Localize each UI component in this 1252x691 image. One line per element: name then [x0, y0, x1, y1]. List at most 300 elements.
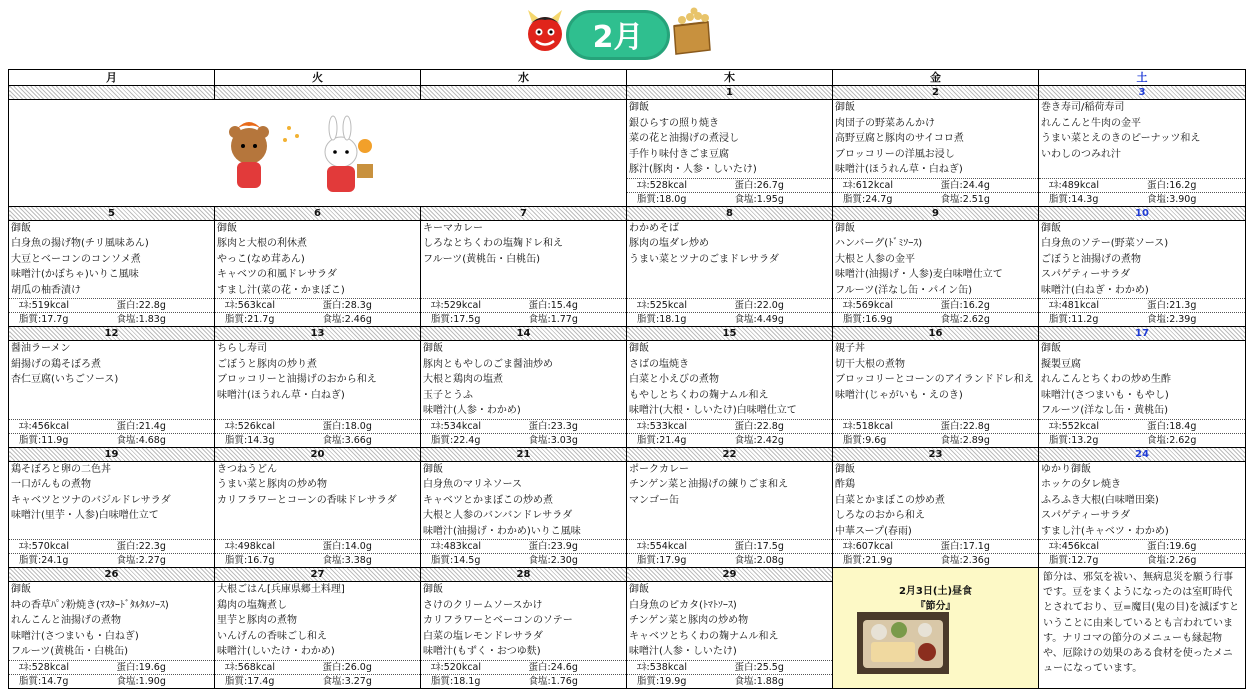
nutrition-info: [627, 298, 832, 326]
salt-value: 食塩:1.77g: [528, 314, 578, 325]
salt-value: 食塩:2.08g: [734, 555, 784, 566]
salt-value: 食塩:2.51g: [940, 193, 990, 205]
menu-item: れんこんとちくわの炒め生酢: [1041, 374, 1171, 385]
salt-value: 食塩:1.95g: [734, 193, 784, 205]
menu-item: 味噌汁(ほうれん草・白ねぎ): [217, 389, 345, 401]
menu-item: れんこんと油揚げの煮物: [11, 615, 121, 626]
menu-item: フルーツ(黄桃缶・白桃缶): [11, 646, 129, 657]
day-number-cell: 20: [215, 447, 421, 461]
day-number-cell: 27: [215, 568, 421, 582]
protein-value: 蛋白:19.6g: [116, 661, 166, 673]
salt-value: 食塩:2.27g: [116, 555, 166, 566]
menu-list: [1039, 341, 1245, 419]
day-number-cell: 22: [627, 447, 833, 461]
setsubun-note-text: 節分は、邪気を祓い、無病息災を願う行事です。豆をまくようになったのは室町時代とされており、豆=魔目(鬼の目)を滅ぼすということに由来しているとも言われています。ナリコマの節分のメニューも縁起物や、厄除けの効果のある食材を使ったメニューになっています。: [1043, 572, 1240, 675]
menu-item: ﾎｷの香草ﾊﾟﾝ粉焼き(ﾏｽﾀｰﾄﾞﾀﾙﾀﾙｿｰｽ): [11, 599, 169, 611]
menu-item: 御飯: [423, 463, 443, 475]
fat-value: 脂質:18.1g: [431, 675, 481, 687]
mascot-illustration: [219, 106, 389, 198]
energy-value: ｴﾈ:612kcal: [843, 179, 894, 191]
menu-item: フルーツ(洋なし缶・黄桃缶): [1041, 405, 1169, 416]
menu-item: 醤油ラーメン: [11, 343, 71, 354]
menu-item: 白身魚のピカタ(ﾄﾏﾄｿｰｽ): [629, 599, 737, 611]
weekday-wed: 水: [421, 70, 627, 86]
menu-item: 胡瓜の柚香漬け: [11, 284, 81, 296]
nutrition-info: [9, 298, 214, 326]
energy-value: ｴﾈ:607kcal: [843, 541, 894, 552]
fat-value: 脂質:14.3g: [225, 434, 275, 446]
menu-item: もやしとちくわの麹ナムル和え: [629, 389, 769, 401]
menu-item: 味噌汁(里芋・人参)白味噌仕立て: [11, 510, 159, 521]
salt-value: 食塩:1.90g: [116, 675, 166, 687]
menu-item: 御飯: [629, 102, 649, 113]
protein-value: 蛋白:22.8g: [940, 420, 990, 432]
nutrition-info: [833, 298, 1038, 326]
menu-item: いわしのつみれ汁: [1041, 148, 1121, 160]
week-daynum-row: [9, 568, 1246, 582]
day-number-cell: 26: [9, 568, 215, 582]
menu-item: 肉団子の野菜あんかけ: [835, 117, 935, 129]
nutrition-info: [421, 419, 626, 447]
menu-item: 味噌汁(白ねぎ・わかめ): [1041, 284, 1149, 296]
menu-list: [421, 221, 626, 299]
menu-item: ポークカレー: [629, 463, 689, 475]
day-menu-cell: [833, 341, 1039, 448]
menu-item: フルーツ(洋なし缶・パイン缶): [835, 284, 973, 296]
protein-value: 蛋白:17.1g: [940, 541, 990, 552]
day-number-cell: 6: [215, 206, 421, 220]
bean-box-icon: [668, 6, 714, 56]
day-menu-cell: [9, 341, 215, 448]
day-number-cell: 28: [421, 568, 627, 582]
day-number-cell: [9, 86, 215, 100]
menu-item: チンゲン菜と豚肉の炒め物: [629, 615, 749, 626]
menu-item: キャベツとかまぼこの炒め煮: [423, 494, 553, 506]
protein-value: 蛋白:17.5g: [734, 541, 784, 552]
day-number-cell: 9: [833, 206, 1039, 220]
menu-item: スパゲティーサラダ: [1041, 510, 1131, 521]
fat-value: 脂質:19.9g: [637, 675, 687, 687]
fat-value: 脂質:17.7g: [19, 314, 69, 325]
nutrition-info: [1039, 298, 1245, 326]
energy-value: ｴﾈ:563kcal: [225, 300, 276, 311]
protein-value: 蛋白:28.3g: [322, 300, 372, 311]
menu-item: 白身魚のソテー(野菜ソース): [1041, 238, 1169, 249]
protein-value: 蛋白:26.7g: [734, 179, 784, 191]
fat-value: 脂質:17.9g: [637, 555, 687, 566]
salt-value: 食塩:2.39g: [1147, 314, 1197, 325]
energy-value: ｴﾈ:526kcal: [225, 420, 276, 432]
salt-value: 食塩:1.83g: [116, 314, 166, 325]
nutrition-info: [627, 419, 832, 447]
salt-value: 食塩:2.46g: [322, 314, 372, 325]
energy-value: ｴﾈ:498kcal: [225, 541, 276, 552]
energy-value: ｴﾈ:519kcal: [19, 300, 70, 311]
weekday-thu: 木: [627, 70, 833, 86]
menu-item: 御飯: [629, 584, 649, 595]
salt-value: 食塩:2.62g: [940, 314, 990, 325]
menu-item: 味噌汁(人参・わかめ): [423, 405, 521, 416]
day-number-cell: 3: [1039, 86, 1246, 100]
day-menu-cell: [1039, 220, 1246, 327]
menu-list: [627, 100, 832, 178]
nutrition-info: [833, 419, 1038, 447]
menu-item: 味噌汁(ほうれん草・白ねぎ): [835, 164, 963, 175]
menu-item: ちらし寿司: [217, 343, 267, 354]
energy-value: ｴﾈ:538kcal: [637, 661, 688, 673]
setsubun-meal-photo: [857, 612, 949, 674]
week-menu-row: [9, 341, 1246, 448]
weekday-mon: 月: [9, 70, 215, 86]
nutrition-info: [215, 298, 420, 326]
protein-value: 蛋白:24.4g: [940, 179, 990, 191]
day-number-cell: 21: [421, 447, 627, 461]
day-menu-cell: [1039, 461, 1246, 568]
fat-value: 脂質:17.4g: [225, 675, 275, 687]
salt-value: 食塩:4.49g: [734, 314, 784, 325]
menu-item: 酢鶏: [835, 479, 855, 490]
menu-item: きつねうどん: [217, 463, 277, 475]
week-menu-row: [9, 100, 1246, 207]
menu-item: 白身魚の揚げ物(チリ風味あん): [11, 238, 149, 249]
day-number-cell: 23: [833, 447, 1039, 461]
day-menu-cell: [215, 220, 421, 327]
fat-value: 脂質:24.7g: [843, 193, 893, 205]
menu-item: キーマカレー: [423, 222, 483, 234]
day-menu-cell: [627, 582, 833, 689]
day-number-cell: 10: [1039, 206, 1246, 220]
nutrition-info: [833, 178, 1038, 206]
nutrition-info: [421, 298, 626, 326]
menu-item: 絹揚げの鶏そぼろ煮: [11, 358, 101, 370]
menu-item: 高野豆腐と豚肉のサイコロ煮: [835, 133, 964, 144]
day-number-cell: 7: [421, 206, 627, 220]
energy-value: ｴﾈ:520kcal: [431, 661, 482, 673]
menu-item: ブロッコリーの洋風お浸し: [835, 148, 955, 160]
nutrition-info: [421, 660, 626, 688]
salt-value: 食塩:3.03g: [528, 434, 578, 446]
energy-value: ｴﾈ:525kcal: [637, 300, 688, 311]
salt-value: 食塩:2.30g: [528, 555, 578, 566]
salt-value: 食塩:1.88g: [734, 675, 784, 687]
energy-value: ｴﾈ:518kcal: [843, 420, 894, 432]
protein-value: 蛋白:16.2g: [940, 300, 990, 311]
menu-item: 大根と人参の金平: [835, 253, 915, 265]
menu-list: [9, 341, 214, 419]
energy-value: ｴﾈ:552kcal: [1049, 420, 1100, 432]
menu-calendar: [8, 69, 1246, 689]
day-menu-cell: [421, 582, 627, 689]
protein-value: 蛋白:18.4g: [1147, 420, 1197, 432]
nutrition-info: [215, 660, 420, 688]
menu-item: 味噌汁(しいたけ・わかめ): [217, 646, 335, 657]
setsubun-note-cell: [1039, 568, 1246, 689]
nutrition-info: [627, 539, 832, 567]
menu-item: すまし汁(キャベツ・わかめ): [1041, 525, 1169, 537]
protein-value: 蛋白:21.4g: [116, 420, 166, 432]
fat-value: 脂質:21.4g: [637, 434, 687, 446]
menu-item: しろなとちくわの塩麹ドレ和え: [423, 238, 563, 249]
salt-value: 食塩:2.26g: [1147, 555, 1197, 566]
menu-item: スパゲティーサラダ: [1041, 269, 1131, 280]
day-menu-cell: [627, 461, 833, 568]
day-number-cell: 16: [833, 327, 1039, 341]
menu-list: [9, 462, 214, 540]
special-date: 2月3日(土)昼食: [898, 586, 973, 597]
menu-item: 御飯: [629, 343, 649, 354]
menu-item: 白菜とかまぼこの炒め煮: [835, 494, 945, 506]
menu-item: 味噌汁(油揚げ・人参)麦白味噌仕立て: [835, 269, 1003, 280]
weekday-tue: 火: [215, 70, 421, 86]
menu-list: [833, 100, 1038, 178]
salt-value: 食塩:3.66g: [322, 434, 372, 446]
menu-list: [215, 582, 420, 660]
fat-value: 脂質:14.5g: [431, 555, 481, 566]
salt-value: 食塩:2.42g: [734, 434, 784, 446]
energy-value: ｴﾈ:554kcal: [637, 541, 688, 552]
day-menu-cell: [215, 341, 421, 448]
menu-item: 御飯: [1041, 343, 1061, 354]
menu-item: 豚肉ともやしのごま醤油炒め: [423, 358, 553, 370]
fat-value: 脂質:14.3g: [1049, 193, 1099, 205]
energy-value: ｴﾈ:534kcal: [431, 420, 482, 432]
menu-item: 大豆とベーコンのコンソメ煮: [11, 253, 141, 265]
energy-value: ｴﾈ:533kcal: [637, 420, 688, 432]
protein-value: 蛋白:22.8g: [734, 420, 784, 432]
menu-item: 豚肉と大根の利休煮: [217, 238, 307, 249]
menu-item: 味噌汁(油揚げ・わかめ)いりこ風味: [423, 525, 581, 537]
menu-item: さばの塩焼き: [629, 358, 689, 370]
day-menu-cell: [421, 220, 627, 327]
menu-item: カリフラワーとベーコンのソテー: [423, 615, 573, 626]
menu-list: [215, 341, 420, 419]
energy-value: ｴﾈ:570kcal: [19, 541, 70, 552]
energy-value: ｴﾈ:481kcal: [1049, 300, 1100, 311]
menu-item: 中華スープ(春雨): [835, 525, 912, 537]
menu-item: 手作り味付きごま豆腐: [629, 148, 729, 160]
day-number-cell: [421, 86, 627, 100]
menu-list: [1039, 100, 1245, 178]
menu-list: [9, 582, 214, 660]
day-menu-cell: [627, 100, 833, 207]
menu-item: いんげんの香味ごし和え: [217, 630, 327, 642]
energy-value: ｴﾈ:483kcal: [431, 541, 482, 552]
day-menu-cell: [9, 582, 215, 689]
menu-item: フルーツ(黄桃缶・白桃缶): [423, 253, 541, 265]
setsubun-lunch-cell: [833, 568, 1039, 689]
menu-item: ホッケの夕レ焼き: [1041, 479, 1121, 490]
menu-list: [215, 221, 420, 299]
salt-value: 食塩:4.68g: [116, 434, 166, 446]
menu-item: しろなのおから和え: [835, 510, 925, 521]
fat-value: 脂質:14.7g: [19, 675, 69, 687]
menu-item: やっこ(なめ茸あん): [217, 253, 305, 265]
fat-value: 脂質:21.9g: [843, 555, 893, 566]
protein-value: 蛋白:19.6g: [1147, 541, 1197, 552]
menu-item: ブロッコリーとコーンのアイランドドレ和え: [835, 374, 1034, 385]
menu-item: 玉子とうふ: [423, 389, 473, 401]
menu-item: 豚汁(豚肉・人参・しいたけ): [629, 164, 757, 175]
protein-value: 蛋白:16.2g: [1147, 179, 1197, 191]
menu-list: [833, 221, 1038, 299]
salt-value: 食塩:2.36g: [940, 555, 990, 566]
menu-item: 白菜の塩レモンドレサラダ: [423, 630, 543, 642]
menu-item: 御飯: [217, 222, 237, 234]
menu-item: 味噌汁(かぼちゃ)いりこ風味: [11, 269, 139, 280]
menu-item: 大根と鶏肉の塩煮: [423, 374, 503, 385]
menu-item: 鶏肉の塩麹煮し: [217, 599, 287, 611]
menu-list: [421, 462, 626, 540]
week-daynum-row: [9, 327, 1246, 341]
menu-item: 御飯: [1041, 222, 1061, 234]
menu-item: 味噌汁(じゃがいも・えのき): [835, 389, 963, 401]
salt-value: 食塩:2.89g: [940, 434, 990, 446]
page-header: [0, 0, 1252, 68]
nutrition-info: [215, 539, 420, 567]
fat-value: 脂質:24.1g: [19, 555, 69, 566]
menu-item: ブロッコリーと油揚げのおから和え: [217, 374, 377, 385]
energy-value: ｴﾈ:528kcal: [637, 179, 688, 191]
menu-item: 切干大根の煮物: [835, 358, 905, 370]
menu-item: ゆかり御飯: [1041, 463, 1091, 475]
salt-value: 食塩:3.27g: [322, 675, 372, 687]
nutrition-info: [833, 539, 1038, 567]
protein-value: 蛋白:23.3g: [528, 420, 578, 432]
menu-item: 杏仁豆腐(いちごソース): [11, 374, 119, 385]
menu-item: わかめそば: [629, 222, 679, 234]
weekday-sat: 土: [1039, 70, 1246, 86]
day-number-cell: 15: [627, 327, 833, 341]
menu-item: うまい菜とツナのごまドレサラダ: [629, 253, 779, 265]
day-number-cell: 17: [1039, 327, 1246, 341]
menu-list: [627, 462, 832, 540]
week-daynum-row: [9, 206, 1246, 220]
day-number-cell: 13: [215, 327, 421, 341]
day-menu-cell: [215, 461, 421, 568]
blank-cell: [9, 100, 627, 207]
energy-value: ｴﾈ:456kcal: [1049, 541, 1100, 552]
menu-item: 御飯: [11, 584, 31, 595]
menu-item: キャベツとツナのバジルドレサラダ: [11, 494, 171, 506]
nutrition-info: [9, 660, 214, 688]
menu-item: 巻き寿司/稲荷寿司: [1041, 102, 1125, 113]
menu-item: マンゴー缶: [629, 494, 679, 506]
menu-item: 味噌汁(大根・しいたけ)白味噌仕立て: [629, 405, 797, 416]
day-number-cell: 1: [627, 86, 833, 100]
menu-item: 里芋と豚肉の煮物: [217, 615, 297, 626]
fat-value: 脂質:22.4g: [431, 434, 481, 446]
nutrition-info: [1039, 539, 1245, 567]
menu-item: 大根ごはん[兵庫県郷土料理]: [217, 584, 345, 595]
menu-item: 御飯: [835, 463, 855, 475]
protein-value: 蛋白:24.6g: [528, 661, 578, 673]
week-menu-row: [9, 220, 1246, 327]
menu-list: [215, 462, 420, 540]
menu-list: [833, 462, 1038, 540]
day-menu-cell: [421, 341, 627, 448]
day-number-cell: 5: [9, 206, 215, 220]
protein-value: 蛋白:21.3g: [1147, 300, 1197, 311]
oni-demon-icon: [522, 8, 568, 54]
protein-value: 蛋白:22.0g: [734, 300, 784, 311]
month-title: 2月: [566, 10, 670, 60]
day-number-cell: 24: [1039, 447, 1246, 461]
fat-value: 脂質:11.2g: [1049, 314, 1099, 325]
day-menu-cell: [833, 100, 1039, 207]
menu-item: キャベツの和風ドレサラダ: [217, 269, 337, 280]
menu-item: すまし汁(菜の花・かまぼこ): [217, 284, 345, 296]
menu-item: 銀ひらすの照り焼き: [629, 117, 719, 129]
nutrition-info: [627, 660, 832, 688]
day-number-cell: 14: [421, 327, 627, 341]
day-number-cell: [215, 86, 421, 100]
nutrition-info: [627, 178, 832, 206]
day-number-cell: 8: [627, 206, 833, 220]
energy-value: ｴﾈ:528kcal: [19, 661, 70, 673]
fat-value: 脂質:11.9g: [19, 434, 69, 446]
day-menu-cell: [833, 461, 1039, 568]
day-number-cell: 12: [9, 327, 215, 341]
salt-value: 食塩:3.90g: [1147, 193, 1197, 205]
nutrition-info: [1039, 178, 1245, 206]
menu-item: 白身魚のマリネソース: [423, 479, 522, 490]
menu-item: 味噌汁(もずく・おつゆ麩): [423, 646, 541, 657]
menu-list: [627, 582, 832, 660]
menu-item: ごぼうと豚肉の炒り煮: [217, 358, 317, 370]
day-menu-cell: [833, 220, 1039, 327]
protein-value: 蛋白:23.9g: [528, 541, 578, 552]
menu-item: 擬製豆腐: [1041, 358, 1081, 370]
day-number-cell: 2: [833, 86, 1039, 100]
menu-item: れんこんと牛肉の金平: [1041, 117, 1141, 129]
menu-item: 味噌汁(さつまいも・もやし): [1041, 389, 1169, 401]
day-number-cell: 29: [627, 568, 833, 582]
nutrition-info: [215, 419, 420, 447]
nutrition-info: [421, 539, 626, 567]
protein-value: 蛋白:14.0g: [322, 541, 372, 552]
protein-value: 蛋白:22.3g: [116, 541, 166, 552]
day-number-cell: 19: [9, 447, 215, 461]
protein-value: 蛋白:25.5g: [734, 661, 784, 673]
menu-item: ごぼうと油揚げの煮物: [1041, 253, 1141, 265]
nutrition-info: [1039, 419, 1245, 447]
day-menu-cell: [1039, 341, 1246, 448]
menu-item: 御飯: [423, 584, 443, 595]
menu-item: 一口がんもの煮物: [11, 479, 91, 490]
week-daynum-row: [9, 86, 1246, 100]
menu-item: キャベツとちくわの麹ナムル和え: [629, 630, 779, 642]
protein-value: 蛋白:18.0g: [322, 420, 372, 432]
fat-value: 脂質:18.1g: [637, 314, 687, 325]
week-menu-row: [9, 461, 1246, 568]
fat-value: 脂質:16.9g: [843, 314, 893, 325]
fat-value: 脂質:17.5g: [431, 314, 481, 325]
menu-list: [9, 221, 214, 299]
menu-item: 豚肉の塩ダレ炒め: [629, 238, 709, 249]
menu-item: 菜の花と油揚げの煮浸し: [629, 133, 739, 144]
menu-item: 味噌汁(人参・しいたけ): [629, 646, 737, 657]
menu-item: さけのクリームソースかけ: [423, 599, 543, 611]
energy-value: ｴﾈ:569kcal: [843, 300, 894, 311]
menu-list: [1039, 462, 1245, 540]
menu-item: 大根と人参のバンバンドレサラダ: [423, 510, 573, 521]
menu-item: 鶏そぼろと卵の二色丼: [11, 463, 111, 475]
salt-value: 食塩:3.38g: [322, 555, 372, 566]
fat-value: 脂質:18.0g: [637, 193, 687, 205]
fat-value: 脂質:13.2g: [1049, 434, 1099, 446]
menu-list: [1039, 221, 1245, 299]
fat-value: 脂質:16.7g: [225, 555, 275, 566]
